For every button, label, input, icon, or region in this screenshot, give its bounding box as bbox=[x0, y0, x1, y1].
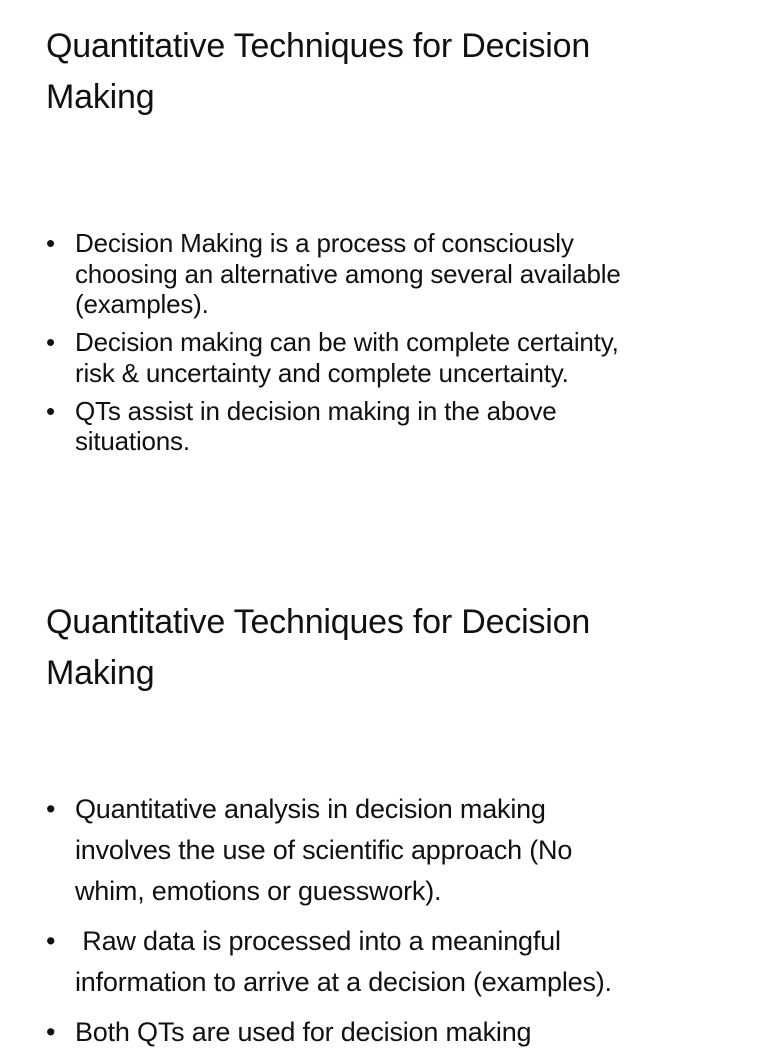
bullet-text-line: choosing an alternative among several available bbox=[75, 258, 621, 289]
bullet-dot-icon: • bbox=[46, 327, 55, 357]
bullet-dot-icon: • bbox=[46, 794, 56, 824]
bullet-text-line: information to arrive at a decision (examples). bbox=[75, 967, 612, 997]
slide-title-line: Quantitative Techniques for Decision bbox=[46, 27, 591, 65]
bullet-item bbox=[46, 1012, 726, 1053]
bullet-item bbox=[46, 228, 726, 320]
bullet-text-line: Decision making can be with complete certainty, bbox=[75, 327, 619, 357]
bullet-text-line: QTs assist in decision making in the above bbox=[75, 395, 557, 426]
bullet-text-line: Raw data is processed into a meaningful bbox=[75, 926, 561, 956]
bullet-text-line: Both QTs are used for decision making bbox=[75, 1017, 532, 1047]
slide-2 bbox=[0, 576, 768, 1047]
bullet-dot-icon: • bbox=[46, 926, 56, 956]
bullet-dot-icon: • bbox=[46, 1017, 56, 1047]
bullet-item bbox=[46, 396, 726, 457]
bullet-text-line: Quantitative analysis in decision making bbox=[75, 794, 546, 824]
bullet-text-line: whim, emotions or guesswork). bbox=[75, 876, 442, 906]
bullet-list bbox=[46, 789, 726, 1062]
bullet-list bbox=[46, 228, 726, 464]
bullet-text-line: Decision Making is a process of consciously bbox=[75, 228, 574, 258]
bullet-text-line: (examples). bbox=[75, 289, 209, 319]
slide-title-line: Making bbox=[46, 78, 155, 116]
bullet-item bbox=[46, 921, 726, 1003]
slide-title bbox=[46, 21, 736, 123]
bullet-item bbox=[46, 789, 726, 912]
bullet-dot-icon: • bbox=[46, 395, 55, 426]
slide-title bbox=[46, 597, 736, 699]
bullet-item bbox=[46, 327, 726, 388]
bullet-dot-icon: • bbox=[46, 228, 55, 258]
bullet-text-line: situations. bbox=[75, 426, 190, 456]
bullet-text-line: risk & uncertainty and complete uncertainty. bbox=[75, 357, 569, 388]
slide-title-line: Quantitative Techniques for Decision bbox=[46, 603, 591, 641]
bullet-text-line: involves the use of scientific approach (No bbox=[75, 835, 573, 865]
slide-title-line: Making bbox=[46, 654, 155, 692]
